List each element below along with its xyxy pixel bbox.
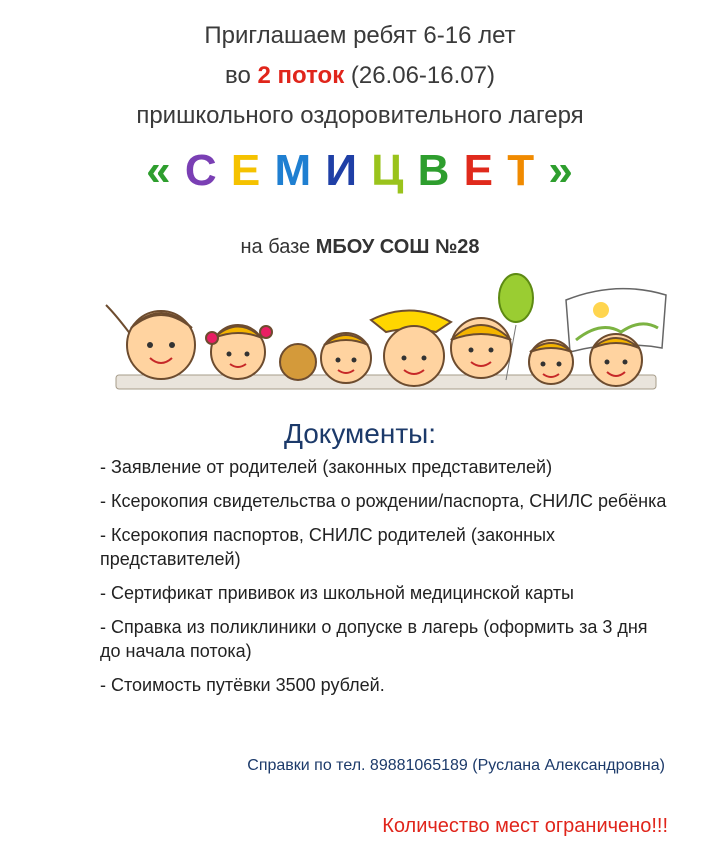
list-item: - Заявление от родителей (законных представителей) (100, 457, 553, 477)
title-letter: Е (463, 146, 494, 195)
documents-list (100, 455, 670, 707)
base-prefix: на базе (240, 236, 316, 258)
title-close-quote: » (548, 146, 574, 195)
title-letter: Ц (371, 146, 405, 195)
stream-prefix: во (225, 62, 258, 89)
title-open-quote: « (146, 146, 172, 195)
list-item: - Ксерокопия паспортов, СНИЛС родителей (законных представителей) (100, 525, 556, 569)
list-item: - Ксерокопия свидетельства о рождении/паспорта, СНИЛС ребёнка (100, 491, 667, 511)
title-letter: С (184, 146, 218, 195)
title-letter: И (325, 146, 358, 195)
camp-title (0, 144, 720, 198)
contact-info: Справки по тел. 89881065189 (Руслана Александровна) (247, 757, 665, 774)
list-item: - Стоимость путёвки 3500 рублей. (100, 675, 385, 695)
school-base-line (0, 236, 720, 259)
header (0, 16, 720, 198)
school-name: МБОУ СОШ №28 (315, 236, 480, 258)
documents-title: Документы: (283, 418, 437, 449)
invite-line: Приглашаем ребят 6-16 лет (204, 22, 516, 49)
children-cartoon-illustration (96, 270, 676, 395)
stream-dates: (26.06-16.07) (344, 62, 495, 89)
stream-number: 2 поток (257, 62, 345, 89)
title-letter: В (417, 146, 451, 195)
camp-line: пришкольного оздоровительного лагеря (136, 102, 584, 129)
list-item: - Справка из поликлиники о допуске в лагерь (оформить за 3 дня до начала потока) (100, 617, 648, 661)
list-item: - Сертификат прививок из школьной медицинской карты (100, 583, 574, 603)
limited-places-notice: Количество мест ограничено!!! (382, 815, 668, 837)
title-letter: Е (230, 146, 262, 195)
stream-line (0, 56, 720, 96)
title-letter: Т (507, 146, 536, 195)
title-letter: М (274, 146, 313, 195)
